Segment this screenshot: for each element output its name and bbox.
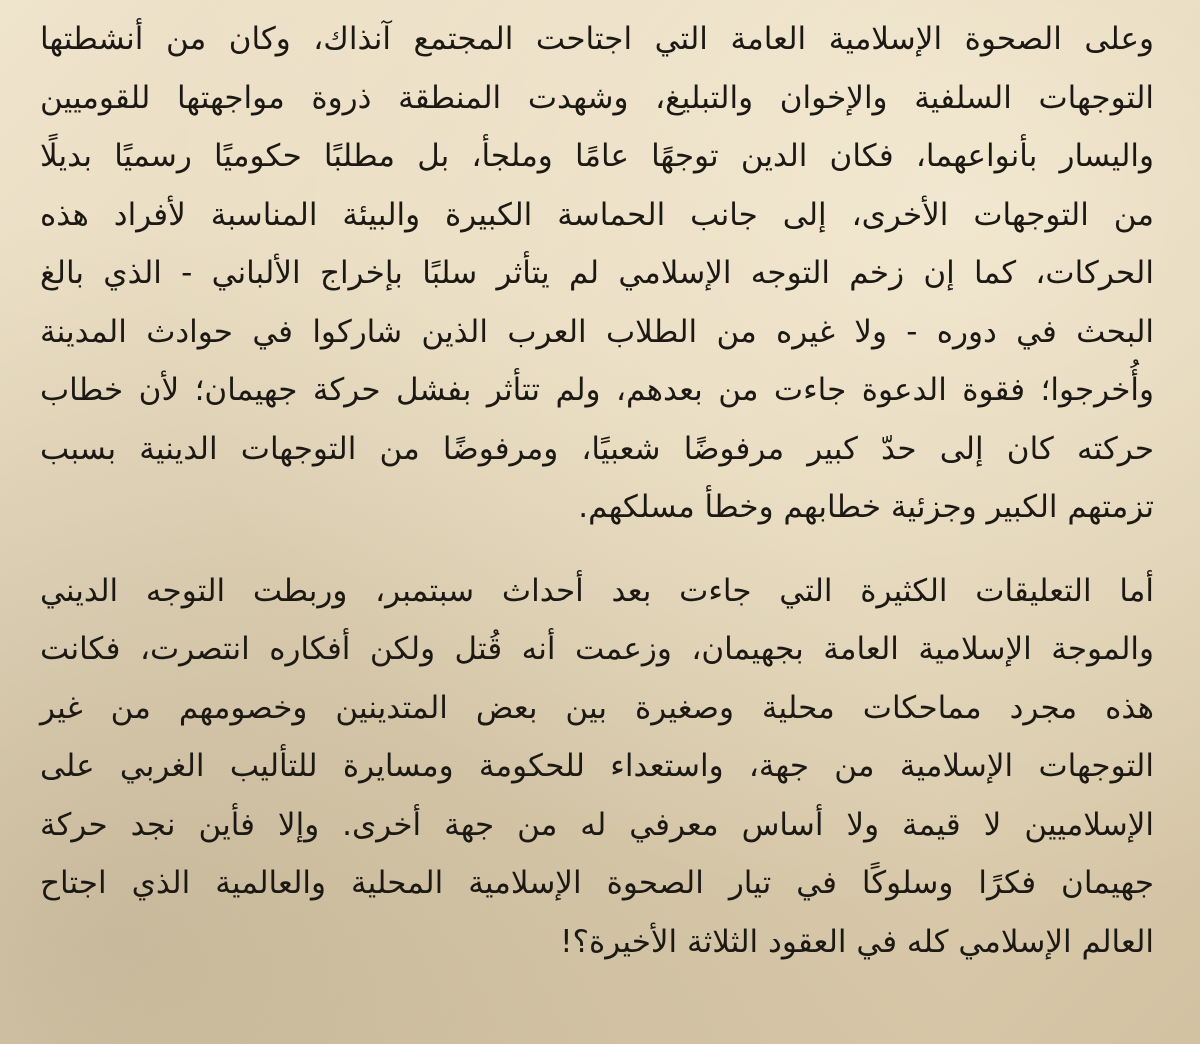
text-line: وأُخرجوا؛ فقوة الدعوة جاءت من بعدهم، ولم تتأثر بفشل حركة جهيمان؛ لأن خطاب: [40, 372, 1154, 408]
text-line: والموجة الإسلامية العامة بجهيمان، وزعمت أنه قُتل ولكن أفكاره انتصرت، فكانت: [40, 631, 1154, 667]
text-line: وعلى الصحوة الإسلامية العامة التي اجتاحت المجتمع آنذاك، وكان من أنشطتها: [40, 21, 1154, 57]
text-line: هذه مجرد مماحكات محلية وصغيرة بين بعض المتدينين وخصومهم من غير: [40, 689, 1154, 726]
paragraph-spacer: [40, 537, 1154, 562]
text-line: جهيمان فكرًا وسلوكًا في تيار الصحوة الإسلامية المحلية والعالمية الذي اجتاح: [40, 865, 1154, 901]
paragraph-2: [40, 562, 1154, 972]
page-text: [40, 10, 1154, 971]
paragraph-1: [40, 10, 1154, 537]
text-line: الإسلاميين لا قيمة ولا أساس معرفي له من جهة أخرى. وإلا فأين نجد حركة: [40, 806, 1154, 843]
text-line: العالم الإسلامي كله في العقود الثلاثة الأخيرة؟!: [560, 923, 1154, 960]
text-line: التوجهات الإسلامية من جهة، واستعداء للحكومة ومسايرة للتأليب الغربي على: [40, 748, 1154, 784]
text-line: التوجهات السلفية والإخوان والتبليغ، وشهدت المنطقة ذروة مواجهتها للقوميين: [40, 79, 1154, 116]
text-line: أما التعليقات الكثيرة التي جاءت بعد أحداث سبتمبر، وربطت التوجه الديني: [40, 572, 1154, 609]
text-line: واليسار بأنواعهما، فكان الدين توجهًا عامًا وملجأ، بل مطلبًا حكوميًا رسميًا بديلًا: [40, 138, 1154, 174]
text-line: البحث في دوره - ولا غيره من الطلاب العرب الذين شاركوا في حوادث المدينة: [40, 313, 1154, 350]
text-line: تزمتهم الكبير وجزئية خطابهم وخطأ مسلكهم.: [578, 489, 1154, 525]
text-line: من التوجهات الأخرى، إلى جانب الحماسة الكبيرة والبيئة المناسبة لأفراد هذه: [40, 196, 1154, 233]
text-line: حركته كان إلى حدّ كبير مرفوضًا شعبيًا، ومرفوضًا من التوجهات الدينية بسبب: [40, 430, 1154, 467]
text-line: الحركات، كما إن زخم التوجه الإسلامي لم يتأثر سلبًا بإخراج الألباني - الذي بالغ: [40, 255, 1154, 291]
